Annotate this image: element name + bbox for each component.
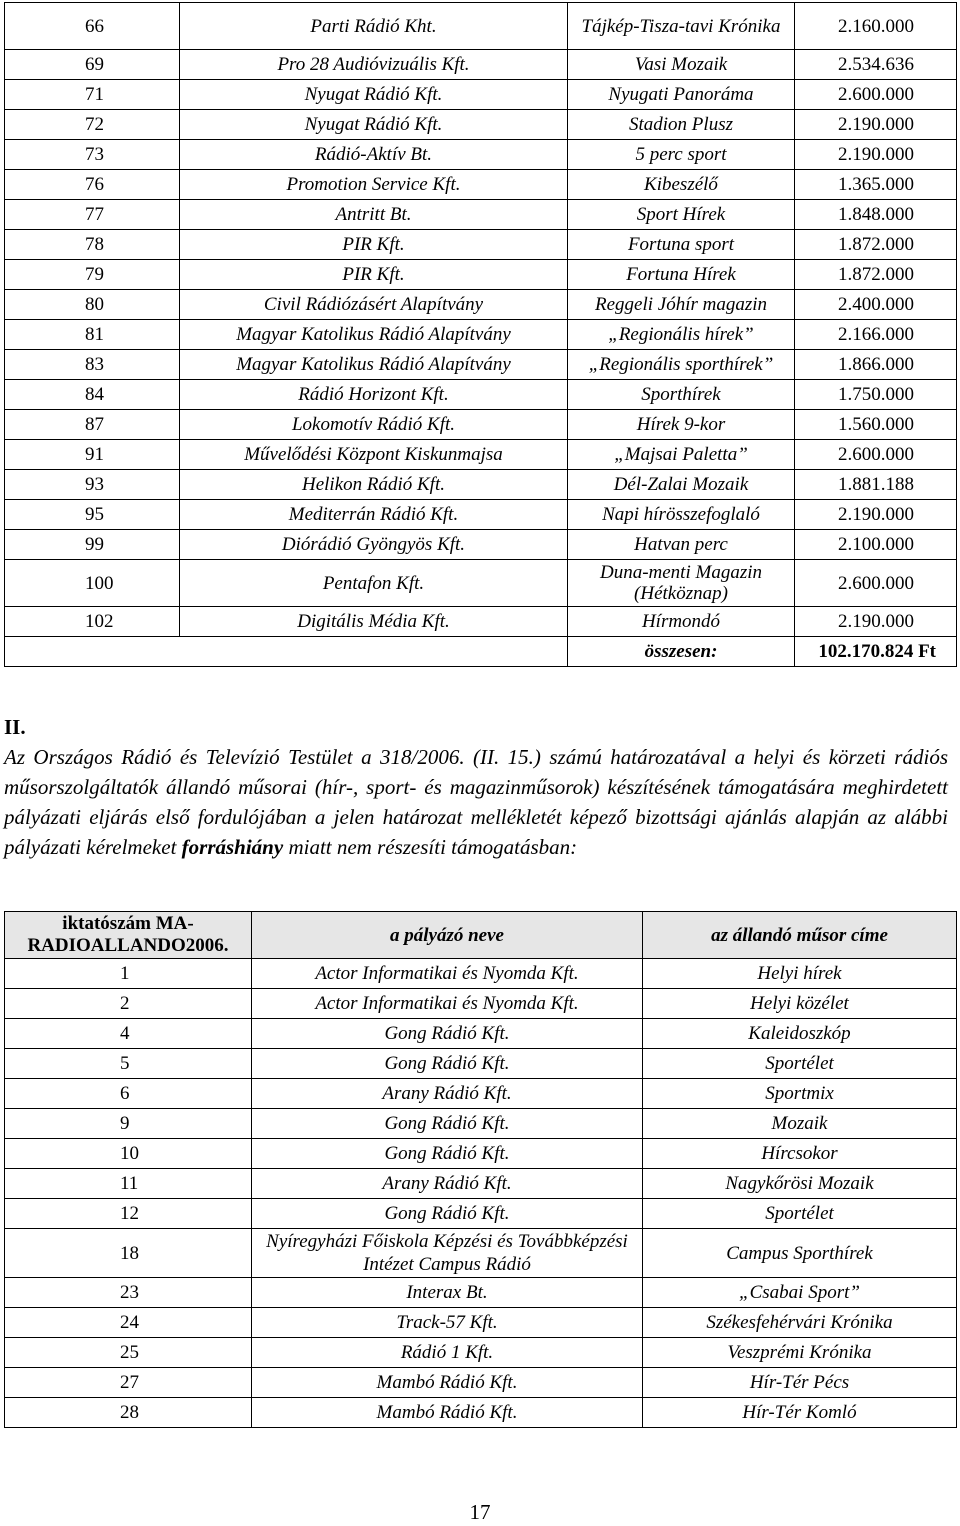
show-title: „Majsai Paletta” [568,440,795,470]
file-number: 18 [5,1229,252,1278]
row-number: 72 [5,110,180,140]
show-title: Hatvan perc [568,530,795,560]
table-row [5,1338,957,1368]
grant-amount: 1.365.000 [795,170,957,200]
table-row [5,110,957,140]
applicant-name: Magyar Katolikus Rádió Alapítvány [180,320,568,350]
table-row [5,1368,957,1398]
show-title: Dél-Zalai Mozaik [568,470,795,500]
paragraph-text-after: miatt nem részesíti támogatásban: [288,835,578,859]
table-row [5,959,957,989]
table-row [5,440,957,470]
show-title: Veszprémi Krónika [643,1338,957,1368]
show-title: Sportmix [643,1079,957,1109]
show-title: Vasi Mozaik [568,50,795,80]
grant-amount: 2.190.000 [795,500,957,530]
file-number: 11 [5,1169,252,1199]
table-row [5,1308,957,1338]
file-number: 27 [5,1368,252,1398]
total-label: összesen: [568,637,795,667]
applicant-name: Civil Rádiózásért Alapítvány [180,290,568,320]
applicant-name: Nyugat Rádió Kft. [180,80,568,110]
applicant-name: Gong Rádió Kft. [252,1109,643,1139]
grant-amount: 1.750.000 [795,380,957,410]
show-title: Hírcsokor [643,1139,957,1169]
show-title: Mozaik [643,1109,957,1139]
page-number: 17 [469,1500,491,1524]
table-row [5,1278,957,1308]
header-show: az állandó műsor címe [643,912,957,959]
table-row [5,1049,957,1079]
row-number: 84 [5,380,180,410]
row-number: 80 [5,290,180,320]
table-row [5,607,957,637]
table-row [5,530,957,560]
show-title: Fortuna sport [568,230,795,260]
show-title: 5 perc sport [568,140,795,170]
table-row [5,1229,957,1278]
grant-amount: 2.190.000 [795,110,957,140]
show-title: Tájkép-Tisza-tavi Krónika [568,3,795,50]
applicant-name: Arany Rádió Kft. [252,1169,643,1199]
grant-amount: 2.600.000 [795,560,957,607]
show-title: Fortuna Hírek [568,260,795,290]
grant-amount: 2.166.000 [795,320,957,350]
applicant-name: Actor Informatikai és Nyomda Kft. [252,959,643,989]
grant-amount: 2.600.000 [795,80,957,110]
file-number: 23 [5,1278,252,1308]
row-number: 99 [5,530,180,560]
row-number: 76 [5,170,180,200]
file-number: 10 [5,1139,252,1169]
show-title: Székesfehérvári Krónika [643,1308,957,1338]
table-row [5,1139,957,1169]
file-number: 24 [5,1308,252,1338]
show-title: Stadion Plusz [568,110,795,140]
show-title: Kibeszélő [568,170,795,200]
show-title: Hír-Tér Pécs [643,1368,957,1398]
applicant-name: Mambó Rádió Kft. [252,1368,643,1398]
table-row [5,50,957,80]
table-row [5,1109,957,1139]
show-title: Helyi közélet [643,989,957,1019]
row-number: 71 [5,80,180,110]
row-number: 81 [5,320,180,350]
applicant-name: Pentafon Kft. [180,560,568,607]
file-number: 4 [5,1019,252,1049]
show-title: Nagykőrösi Mozaik [643,1169,957,1199]
applicant-name: Nyíregyházi Főiskola Képzési és Továbbképzési Intézet Campus Rádió [252,1229,643,1278]
applicant-name: Nyugat Rádió Kft. [180,110,568,140]
table-row [5,320,957,350]
table-row [5,170,957,200]
table-row [5,3,957,50]
grant-amount: 2.190.000 [795,607,957,637]
table-row [5,1199,957,1229]
total-amount: 102.170.824 Ft [795,637,957,667]
table-row [5,260,957,290]
show-title: Helyi hírek [643,959,957,989]
file-number: 28 [5,1398,252,1428]
file-number: 1 [5,959,252,989]
applicant-name: Antritt Bt. [180,200,568,230]
applicant-name: Diórádió Gyöngyös Kft. [180,530,568,560]
applicant-name: Gong Rádió Kft. [252,1019,643,1049]
show-title: Sporthírek [568,380,795,410]
table-row [5,290,957,320]
total-blank-cell [5,637,568,667]
row-number: 83 [5,350,180,380]
table-row [5,410,957,440]
applicant-name: PIR Kft. [180,260,568,290]
applicant-name: Gong Rádió Kft. [252,1139,643,1169]
row-number: 95 [5,500,180,530]
file-number: 2 [5,989,252,1019]
show-title: Sportélet [643,1199,957,1229]
row-number: 102 [5,607,180,637]
grant-amount: 1.872.000 [795,260,957,290]
header-id: iktatószám MA-RADIOALLANDO2006. [5,912,252,959]
file-number: 12 [5,1199,252,1229]
table-row [5,1169,957,1199]
funded-applications-table [4,2,957,667]
applicant-name: Helikon Rádió Kft. [180,470,568,500]
applicant-name: Promotion Service Kft. [180,170,568,200]
show-title: „Csabai Sport” [643,1278,957,1308]
row-number: 69 [5,50,180,80]
row-number: 66 [5,3,180,50]
show-title: Sportélet [643,1049,957,1079]
applicant-name: Magyar Katolikus Rádió Alapítvány [180,350,568,380]
rejected-applications-table [4,911,957,1428]
header-applicant: a pályázó neve [252,912,643,959]
applicant-name: Gong Rádió Kft. [252,1199,643,1229]
file-number: 9 [5,1109,252,1139]
row-number: 87 [5,410,180,440]
table-row [5,80,957,110]
grant-amount: 2.160.000 [795,3,957,50]
grant-amount: 1.872.000 [795,230,957,260]
show-title: „Regionális hírek” [568,320,795,350]
applicant-name: Művelődési Központ Kiskunmajsa [180,440,568,470]
applicant-name: Mambó Rádió Kft. [252,1398,643,1428]
table2-header-row [5,912,957,959]
show-title: Campus Sporthírek [643,1229,957,1278]
show-title: „Regionális sporthírek” [568,350,795,380]
row-number: 79 [5,260,180,290]
paragraph-bold-word: forráshiány [181,835,284,859]
show-title: Hírmondó [568,607,795,637]
applicant-name: Digitális Média Kft. [180,607,568,637]
applicant-name: Pro 28 Audióvizuális Kft. [180,50,568,80]
grant-amount: 2.600.000 [795,440,957,470]
table-row [5,230,957,260]
row-number: 78 [5,230,180,260]
table-row [5,500,957,530]
applicant-name: Arany Rádió Kft. [252,1079,643,1109]
grant-amount: 1.848.000 [795,200,957,230]
paragraph-text-before: Az Országos Rádió és Televízió Testület a 318/2006. (II. 15.) számú határozatával a helyi és körzeti rádiós műsorszolgáltatók állandó műsorai (hír-, sport- és magazinműsorok) készítésének támogatására meghirdetett pályázati eljárás első fordulójában a jelen határozat mellékletét képező bizottsági ajánlás alapján az alábbi pályázati kérelmeket [4,745,948,859]
table-row [5,989,957,1019]
row-number: 91 [5,440,180,470]
applicant-name: Gong Rádió Kft. [252,1049,643,1079]
show-title: Napi hírösszefoglaló [568,500,795,530]
grant-amount: 2.534.636 [795,50,957,80]
section-two [4,712,948,862]
applicant-name: Parti Rádió Kht. [180,3,568,50]
table-row [5,1019,957,1049]
show-title: Kaleidoszkóp [643,1019,957,1049]
row-number: 73 [5,140,180,170]
row-number: 77 [5,200,180,230]
file-number: 25 [5,1338,252,1368]
table-row [5,560,957,607]
show-title: Duna-menti Magazin (Hétköznap) [568,560,795,607]
grant-amount: 1.560.000 [795,410,957,440]
applicant-name: Rádió 1 Kft. [252,1338,643,1368]
applicant-name: Interax Bt. [252,1278,643,1308]
applicant-name: Rádió Horizont Kft. [180,380,568,410]
total-row [5,637,957,667]
table-row [5,1398,957,1428]
table-row [5,350,957,380]
grant-amount: 2.100.000 [795,530,957,560]
show-title: Hír-Tér Komló [643,1398,957,1428]
show-title: Nyugati Panoráma [568,80,795,110]
applicant-name: Actor Informatikai és Nyomda Kft. [252,989,643,1019]
table-row [5,1079,957,1109]
table-row [5,470,957,500]
applicant-name: Rádió-Aktív Bt. [180,140,568,170]
applicant-name: Lokomotív Rádió Kft. [180,410,568,440]
show-title: Hírek 9-kor [568,410,795,440]
row-number: 100 [5,560,180,607]
section-paragraph [4,742,948,862]
table-row [5,140,957,170]
show-title: Reggeli Jóhír magazin [568,290,795,320]
applicant-name: Mediterrán Rádió Kft. [180,500,568,530]
row-number: 93 [5,470,180,500]
grant-amount: 2.190.000 [795,140,957,170]
file-number: 6 [5,1079,252,1109]
table-row [5,200,957,230]
grant-amount: 1.881.188 [795,470,957,500]
applicant-name: Track-57 Kft. [252,1308,643,1338]
applicant-name: PIR Kft. [180,230,568,260]
section-number: II. [4,715,26,739]
file-number: 5 [5,1049,252,1079]
grant-amount: 2.400.000 [795,290,957,320]
grant-amount: 1.866.000 [795,350,957,380]
show-title: Sport Hírek [568,200,795,230]
table-row [5,380,957,410]
